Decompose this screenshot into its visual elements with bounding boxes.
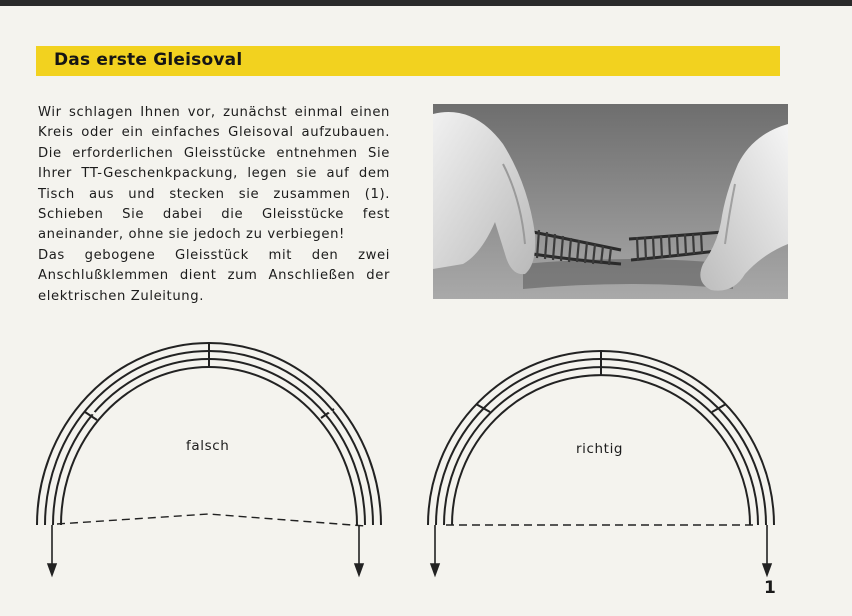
hands-joining-tracks-image <box>433 104 788 299</box>
label-right: richtig <box>576 441 624 457</box>
wrong-lead-arrows <box>48 525 363 575</box>
right-track-arc <box>428 351 774 525</box>
track-assembly-photo <box>433 104 788 299</box>
intro-paragraph-2: Das gebogene Gleisstück mit den zwei Anschlußklemmen dient zum Anschließen der elektrischen Zuleitung. <box>38 247 390 304</box>
label-wrong: falsch <box>186 438 230 454</box>
right-lead-arrows <box>431 525 771 575</box>
wrong-track-joints <box>85 343 334 420</box>
page-top-edge <box>0 0 852 6</box>
section-header-bar <box>36 46 780 76</box>
wrong-baseline <box>57 514 365 526</box>
intro-paragraph-1: Wir schlagen Ihnen vor, zunächst einmal einen Kreis oder ein einfaches Gleisoval aufzubauen. Die erforderlichen Gleisstücke entnehmen Sie Ihrer TT-Geschenkpackung, legen sie auf dem Tisch aus und stecken sie zusammen (1). Schieben Sie dabei die Gleisstücke fest aneinander, ohne sie jedoch zu verbiegen! <box>38 105 390 243</box>
section-title: Das erste Gleisoval <box>54 50 243 70</box>
page-number: 1 <box>764 578 776 598</box>
wrong-track-gaps <box>90 410 332 414</box>
intro-text <box>38 103 390 307</box>
wrong-track-arc <box>37 343 381 525</box>
track-layout-diagram <box>0 330 852 590</box>
